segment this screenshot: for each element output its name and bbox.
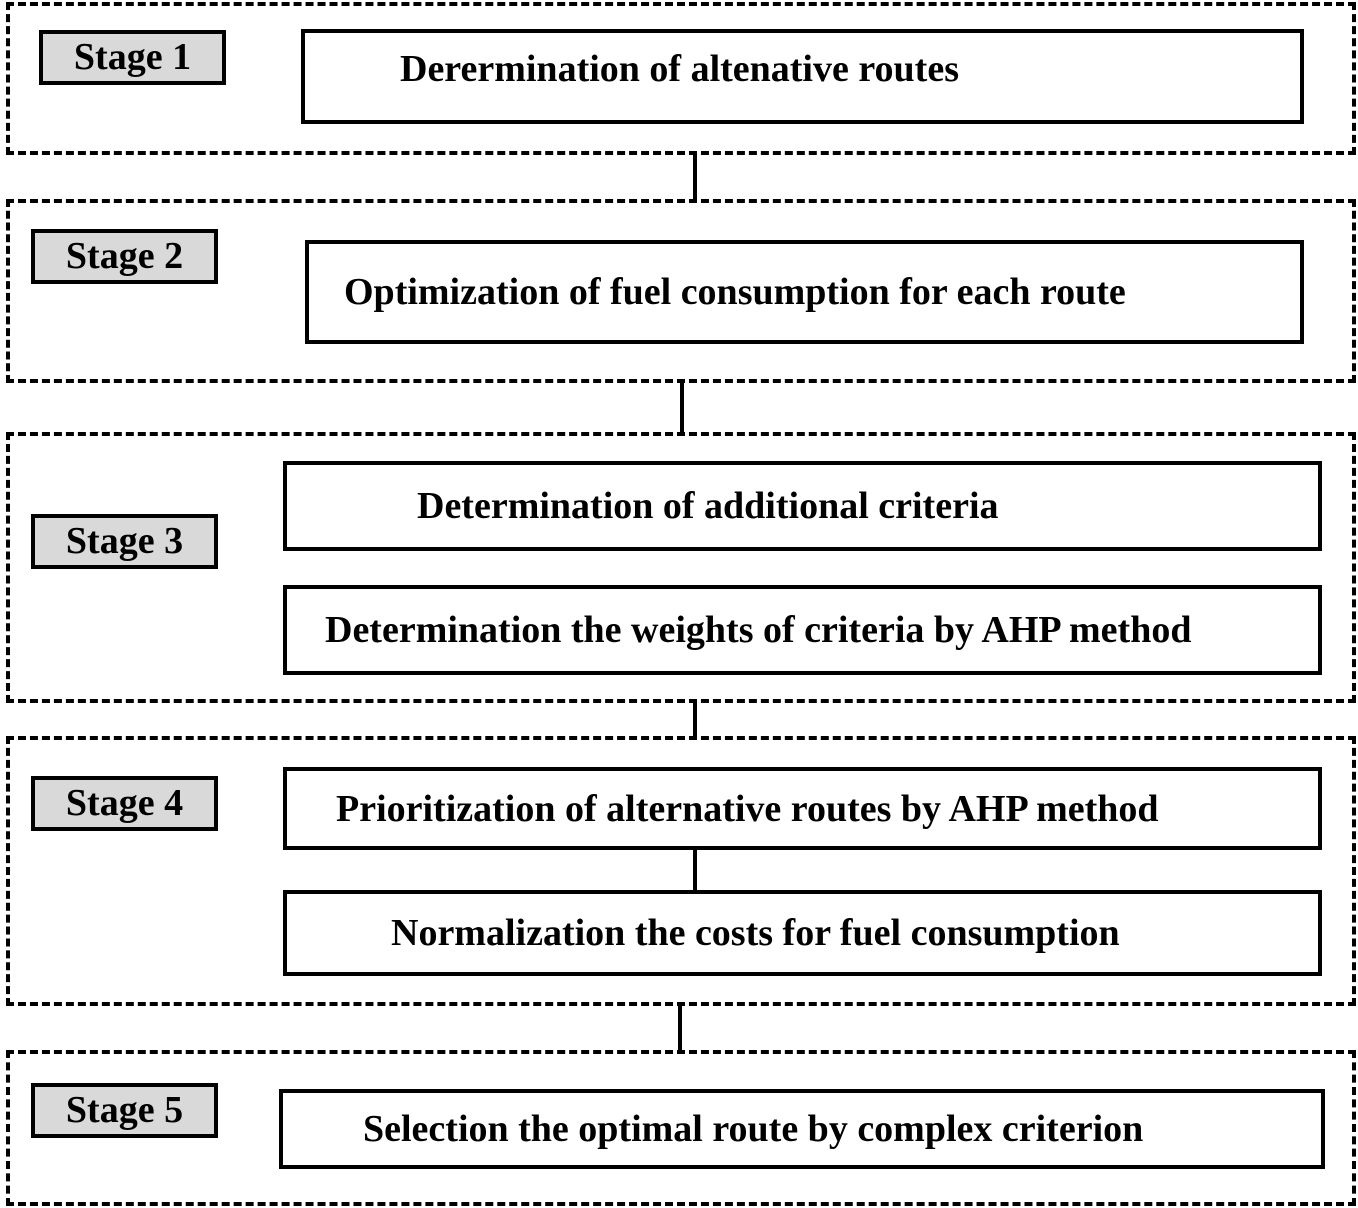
step-determine-alternative-routes: Derermination of altenative routes: [301, 29, 1304, 124]
connector-stage4-inner: [693, 846, 697, 894]
connector-stage2-stage3: [680, 381, 684, 435]
connector-stage1-stage2: [693, 153, 697, 201]
connector-stage3-stage4: [693, 701, 697, 738]
stage-3-label: Stage 3: [31, 514, 218, 569]
stage-2-label: Stage 2: [31, 229, 218, 284]
stage-4-label: Stage 4: [31, 776, 218, 831]
connector-stage4-stage5: [678, 1004, 682, 1052]
step-select-optimal-route: Selection the optimal route by complex criterion: [279, 1089, 1325, 1169]
stage-5-label: Stage 5: [31, 1083, 218, 1138]
step-optimize-fuel-consumption: Optimization of fuel consumption for each route: [305, 240, 1304, 344]
step-prioritize-alternative-routes: Prioritization of alternative routes by AHP method: [283, 767, 1322, 850]
step-determine-additional-criteria: Determination of additional criteria: [283, 461, 1322, 551]
step-normalize-fuel-costs: Normalization the costs for fuel consumption: [283, 890, 1322, 976]
step-determine-criteria-weights: Determination the weights of criteria by AHP method: [283, 585, 1322, 675]
stage-1-label: Stage 1: [39, 30, 226, 85]
